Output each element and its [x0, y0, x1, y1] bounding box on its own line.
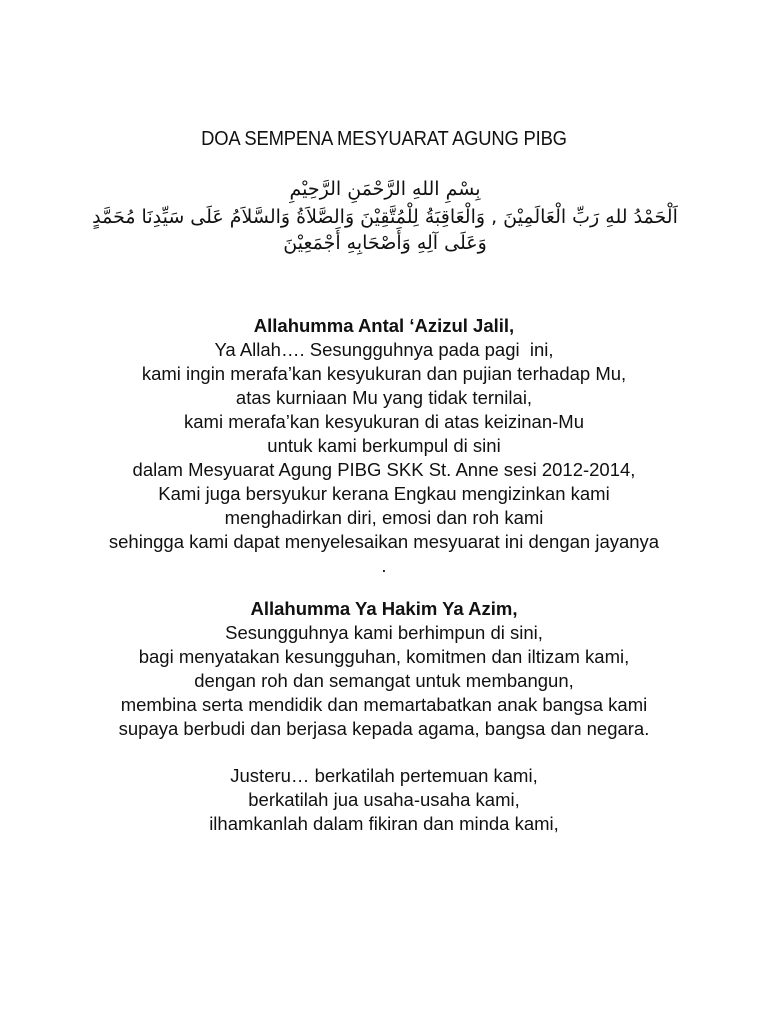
stanza-1-line: kami merafa’kan kesyukuran di atas keizinan-Mu	[184, 411, 584, 432]
stanza-1	[0, 314, 768, 578]
stanza-1-line: sehingga kami dapat menyelesaikan mesyuarat ini dengan jayanya	[108, 531, 660, 552]
arabic-basmala: بِسْمِ اللهِ الرَّحْمَنِ الرَّحِيْمِ	[289, 178, 481, 200]
stanza-3-line: Justeru… berkatilah pertemuan kami,	[230, 765, 538, 786]
stanza-2-heading: Allahumma Ya Hakim Ya Azim,	[250, 598, 518, 619]
stanza-2-line: bagi menyatakan kesungguhan, komitmen dan iltizam kami,	[138, 646, 630, 667]
stanza-1-line: Kami juga bersyukur kerana Engkau mengizinkan kami	[158, 483, 610, 504]
stanza-1-line: untuk kami berkumpul di sini	[267, 435, 501, 456]
stanza-3-line: ilhamkanlah dalam fikiran dan minda kami,	[209, 813, 559, 834]
document-title: DOA SEMPENA MESYUARAT AGUNG PIBG	[201, 128, 567, 150]
stanza-1-line: kami ingin merafa’kan kesyukuran dan pujian terhadap Mu,	[141, 363, 627, 384]
stanza-1-line: dalam Mesyuarat Agung PIBG SKK St. Anne sesi 2012-2014,	[132, 459, 636, 480]
stanza-2-line: Sesungguhnya kami berhimpun di sini,	[225, 622, 543, 643]
stanza-1-line: atas kurniaan Mu yang tidak ternilai,	[235, 387, 533, 408]
stanza-3	[0, 764, 768, 836]
stanza-1-heading: Allahumma Antal ‘Azizul Jalil,	[253, 315, 515, 336]
stanza-3-line: berkatilah jua usaha-usaha kami,	[248, 789, 520, 810]
stanza-2-line: membina serta mendidik dan memartabatkan anak bangsa kami	[120, 694, 648, 715]
stanza-2	[0, 597, 768, 741]
arabic-praise-line: اَلْحَمْدُ للهِ رَبِّ الْعَالَمِيْنَ , وَالْعَاقِبَةُ لِلْمُتَّقِيْنَ وَالصَّلاَةُ وَالسَّلاَمُ عَلَى سَيِّدِنَا مُحَمَّدٍ	[92, 206, 678, 228]
stanza-1-line: .	[381, 555, 387, 576]
stanza-2-line: supaya berbudi dan berjasa kepada agama, bangsa dan negara.	[118, 718, 650, 739]
stanza-1-line: menghadirkan diri, emosi dan roh kami	[224, 507, 544, 528]
arabic-closing-line: وَعَلَى آلِهِ وَأَصْحَابِهِ أَجْمَعِيْنَ	[283, 232, 487, 254]
stanza-2-line: dengan roh dan semangat untuk membangun,	[194, 670, 574, 691]
stanza-1-line: Ya Allah…. Sesungguhnya pada pagi ini,	[214, 339, 554, 360]
